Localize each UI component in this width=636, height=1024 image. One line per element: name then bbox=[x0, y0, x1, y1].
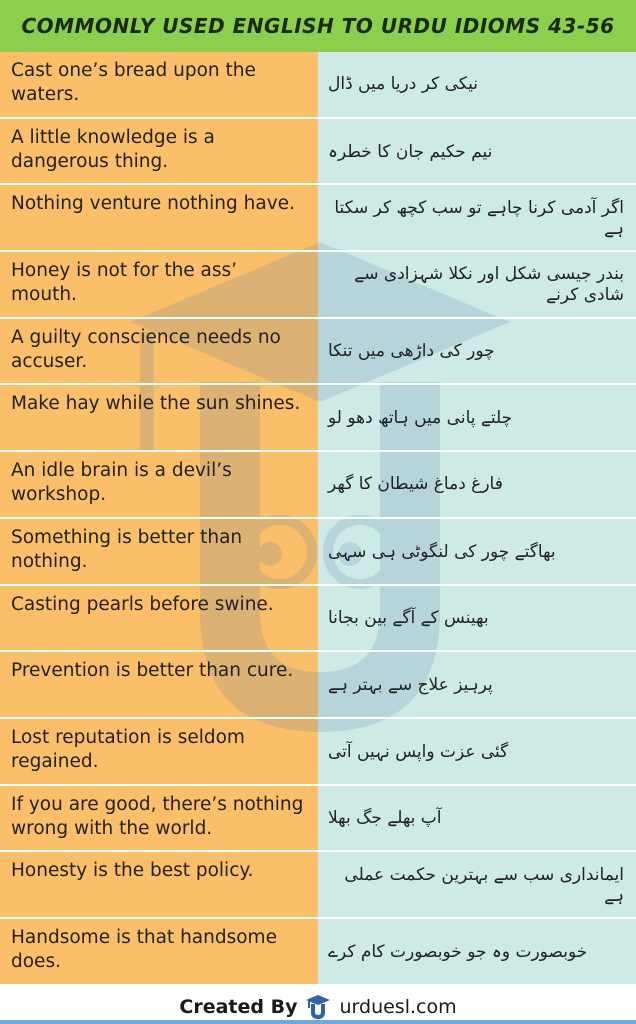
english-idiom: Nothing venture nothing have. bbox=[11, 193, 295, 215]
urdu-idiom: گئی عزت واپس نہیں آتی bbox=[328, 741, 509, 762]
urdu-idiom: آپ بھلے جگ بھلا bbox=[328, 808, 442, 829]
idiom-row bbox=[0, 852, 636, 919]
english-idiom: Cast one’s bread upon the waters. bbox=[11, 60, 256, 105]
idiom-row bbox=[0, 185, 636, 252]
created-by-label: Created By bbox=[179, 995, 298, 1018]
urdu-idiom: چلتے پانی میں ہاتھ دھو لو bbox=[328, 408, 513, 429]
idiom-row bbox=[0, 452, 636, 519]
english-idiom: A guilty conscience needs no accuser. bbox=[11, 326, 281, 372]
urdu-idiom: پرہیز علاج سے بہتر ہے bbox=[328, 675, 493, 696]
urdu-idiom: نیکی کر دریا میں ڈال bbox=[328, 74, 479, 95]
english-idiom: If you are good, there’s nothing wrong with the world. bbox=[11, 793, 304, 839]
urdu-idiom: بھاگتے چور کی لنگوٹی ہی سہی bbox=[328, 541, 556, 562]
urdu-idiom: بھینس کے آگے بین بجانا bbox=[328, 608, 489, 629]
footer-accent-bar bbox=[0, 1020, 636, 1024]
idiom-row bbox=[0, 52, 636, 119]
site-link[interactable]: urduesl.com bbox=[339, 995, 457, 1018]
english-idiom: An idle brain is a devil’s workshop. bbox=[11, 460, 232, 506]
english-idiom: Honey is not for the ass’ mouth. bbox=[11, 260, 238, 306]
idiom-row bbox=[0, 385, 636, 452]
english-idiom: A little knowledge is a dangerous thing. bbox=[11, 126, 215, 172]
idiom-row bbox=[0, 519, 636, 586]
idiom-row bbox=[0, 319, 636, 386]
english-idiom: Handsome is that handsome does. bbox=[11, 926, 277, 972]
english-idiom: Something is better than nothing. bbox=[11, 526, 243, 572]
urduesl-logo-icon bbox=[305, 994, 331, 1020]
footer bbox=[0, 986, 636, 1024]
idiom-row bbox=[0, 719, 636, 786]
english-idiom: Make hay while the sun shines. bbox=[11, 393, 301, 415]
idiom-row bbox=[0, 919, 636, 986]
idiom-row bbox=[0, 652, 636, 719]
idioms-rows bbox=[0, 52, 636, 986]
english-idiom: Honesty is the best policy. bbox=[11, 860, 254, 882]
idiom-row bbox=[0, 252, 636, 319]
idiom-row bbox=[0, 119, 636, 186]
english-idiom: Prevention is better than cure. bbox=[11, 660, 294, 682]
idioms-table bbox=[0, 52, 636, 986]
english-idiom: Casting pearls before swine. bbox=[11, 593, 274, 615]
urdu-idiom: بندر جیسی شکل اور نکلا شہزادی سے شادی کرنے bbox=[354, 264, 624, 306]
page-title: COMMONLY USED ENGLISH TO URDU IDIOMS 43-56 bbox=[21, 14, 615, 38]
idiom-row bbox=[0, 586, 636, 653]
urdu-idiom: چور کی داڑھی میں تنکا bbox=[328, 341, 495, 362]
idiom-row bbox=[0, 786, 636, 853]
urdu-idiom: نیم حکیم جان کا خطرہ bbox=[328, 141, 493, 162]
urdu-idiom: ایمانداری سب سے بہترین حکمت عملی ہے bbox=[344, 864, 624, 906]
urdu-idiom: خوبصورت وہ جو خوبصورت کام کرے bbox=[328, 941, 588, 962]
header-banner bbox=[0, 0, 636, 52]
urdu-idiom: اگر آدمی کرنا چاہے تو سب کچھ کر سکتا ہے bbox=[334, 197, 624, 239]
english-idiom: Lost reputation is seldom regained. bbox=[11, 726, 245, 772]
urdu-idiom: فارغ دماغ شیطان کا گھر bbox=[328, 474, 503, 495]
